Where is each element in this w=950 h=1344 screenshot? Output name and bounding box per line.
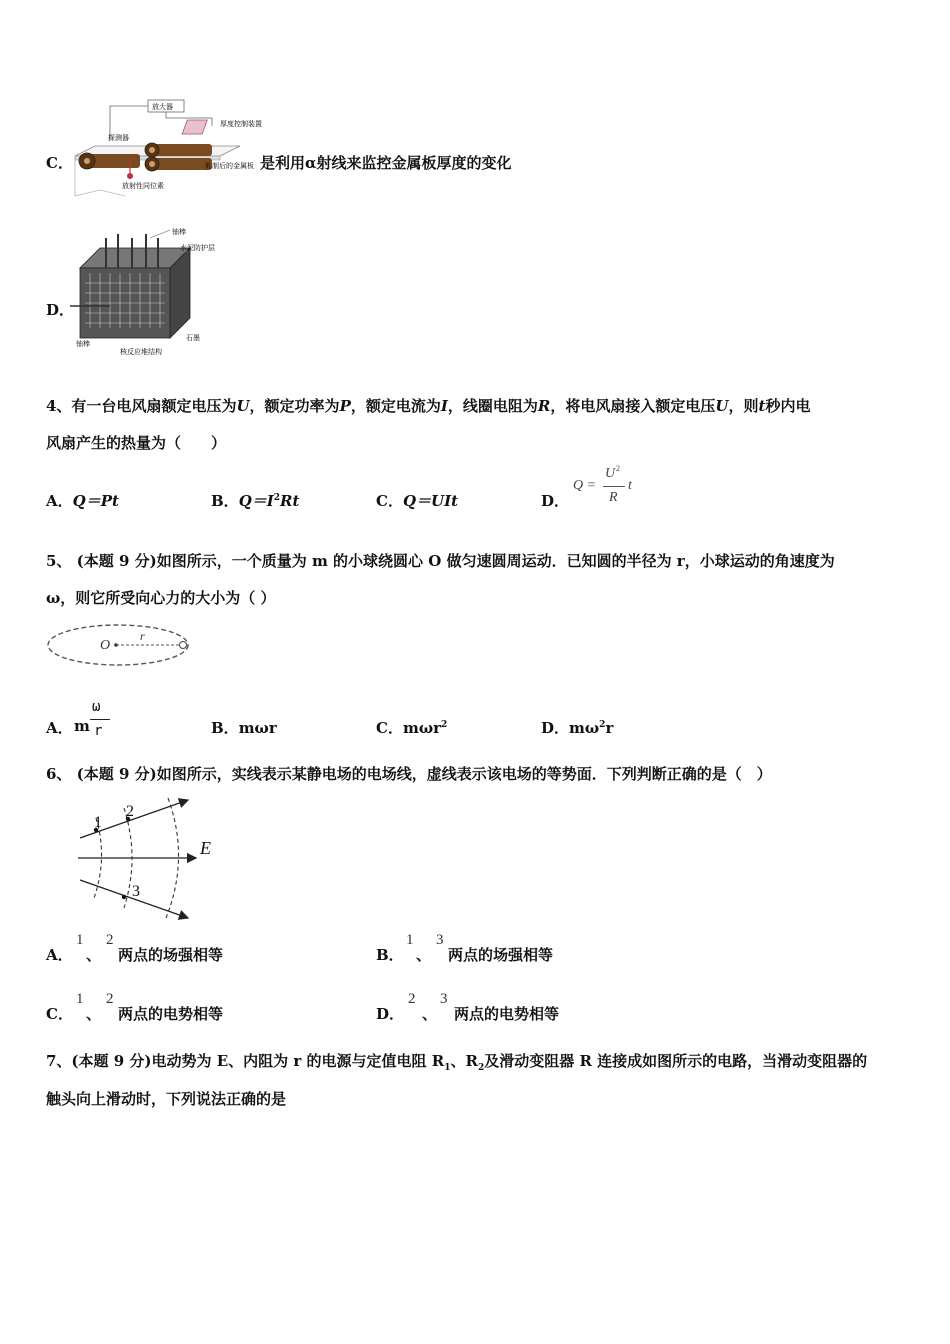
circular-motion-figure: [44, 620, 194, 672]
fig-point-3: 3: [132, 883, 140, 900]
q6-option-b[interactable]: B． 1 、 3 两点的场强相等: [376, 932, 554, 964]
fig-radius-r: r: [140, 629, 145, 643]
fig-center-o: O: [100, 638, 111, 653]
q4-line2: 风扇产生的热量为（ ）: [46, 434, 227, 452]
fig-detector-label: 探测器: [108, 134, 129, 142]
q4-line1: 4、有一台电风扇额定电压为U，额定功率为P，额定电流为I，线圈电阻为R，将电风扇接入额定电压U，则t秒内电: [46, 397, 811, 415]
fig-amplifier-label: 放大器: [152, 103, 173, 111]
fig-field-e: E: [200, 838, 211, 858]
q7-line1: 7、(本题 9 分)电动势为 E、内阻为 r 的电源与定值电阻 $R_1$、$R_2$及滑动变阻器 R 连接成如图所示的电路，当滑动变阻器的: [46, 1052, 868, 1073]
q4-option-c[interactable]: C．Q＝UIt: [376, 492, 459, 510]
thickness-monitor-figure: [70, 96, 262, 206]
fig-caption: 核反应堆结构: [120, 348, 162, 356]
fig-source-label: 放射性同位素: [122, 182, 164, 190]
q5-option-c[interactable]: C．mωr$^2$: [376, 719, 448, 737]
q5-option-a-num: ω: [92, 699, 101, 715]
q5-option-a-m: m: [74, 717, 90, 735]
q5-option-d[interactable]: D．$m\omega^2r$: [541, 719, 614, 737]
fig-rolled-label: 轧制后的金属板: [205, 162, 254, 170]
fig-rod-label: 铀棒: [172, 228, 186, 236]
fig-water-label: 水泥防护层: [180, 244, 215, 252]
fig-graphite-label: 石墨: [186, 334, 200, 342]
q6-line1: 6、 (本题 9 分)如图所示，实线表示某静电场的电场线，虚线表示该电场的等势面．下列判断正确的是（ ）: [46, 765, 772, 783]
option-c-label: C．: [46, 154, 73, 172]
q4-option-b[interactable]: B．$Q=I^2Rt$: [211, 492, 300, 510]
q5-line2: ω，则它所受向心力的大小为（ ）: [46, 589, 276, 607]
q6-option-c[interactable]: C． 1 、 2 两点的电势相等: [46, 991, 224, 1023]
q6-option-d[interactable]: D． 2 、 3 两点的电势相等: [376, 991, 560, 1023]
q5-option-b[interactable]: B．mωr: [211, 719, 277, 737]
electric-field-figure: [74, 792, 224, 922]
q6-option-a[interactable]: A． 1 、 2 两点的场强相等: [46, 932, 224, 964]
option-d-label: D．: [46, 301, 75, 319]
q7-line2: 触头向上滑动时，下列说法正确的是: [46, 1090, 287, 1108]
fig-thickness-label: 厚度控制装置: [220, 120, 262, 128]
reactor-figure: [70, 228, 215, 360]
option-c-text: 是利用α射线来监控金属板厚度的变化: [260, 154, 512, 172]
fig-point-1: 1: [94, 814, 102, 831]
q4-option-d-label[interactable]: D．: [541, 492, 570, 510]
q5-line1: 5、 (本题 9 分)如图所示，一个质量为 m 的小球绕圆心 O 做匀速圆周运动．已知圆的半径为 r，小球运动的角速度为: [46, 552, 835, 570]
q4-option-d-formula: Q = U 2 R t: [573, 464, 632, 505]
q5-option-a-label[interactable]: A．: [46, 719, 73, 737]
fig-point-2: 2: [126, 803, 134, 820]
q4-option-a[interactable]: A．Q＝Pt: [46, 492, 119, 510]
fig-rod2-label: 铀棒: [76, 340, 90, 348]
q5-option-a-fraction-bar: [90, 719, 110, 720]
q5-option-a-den: r: [94, 723, 103, 739]
